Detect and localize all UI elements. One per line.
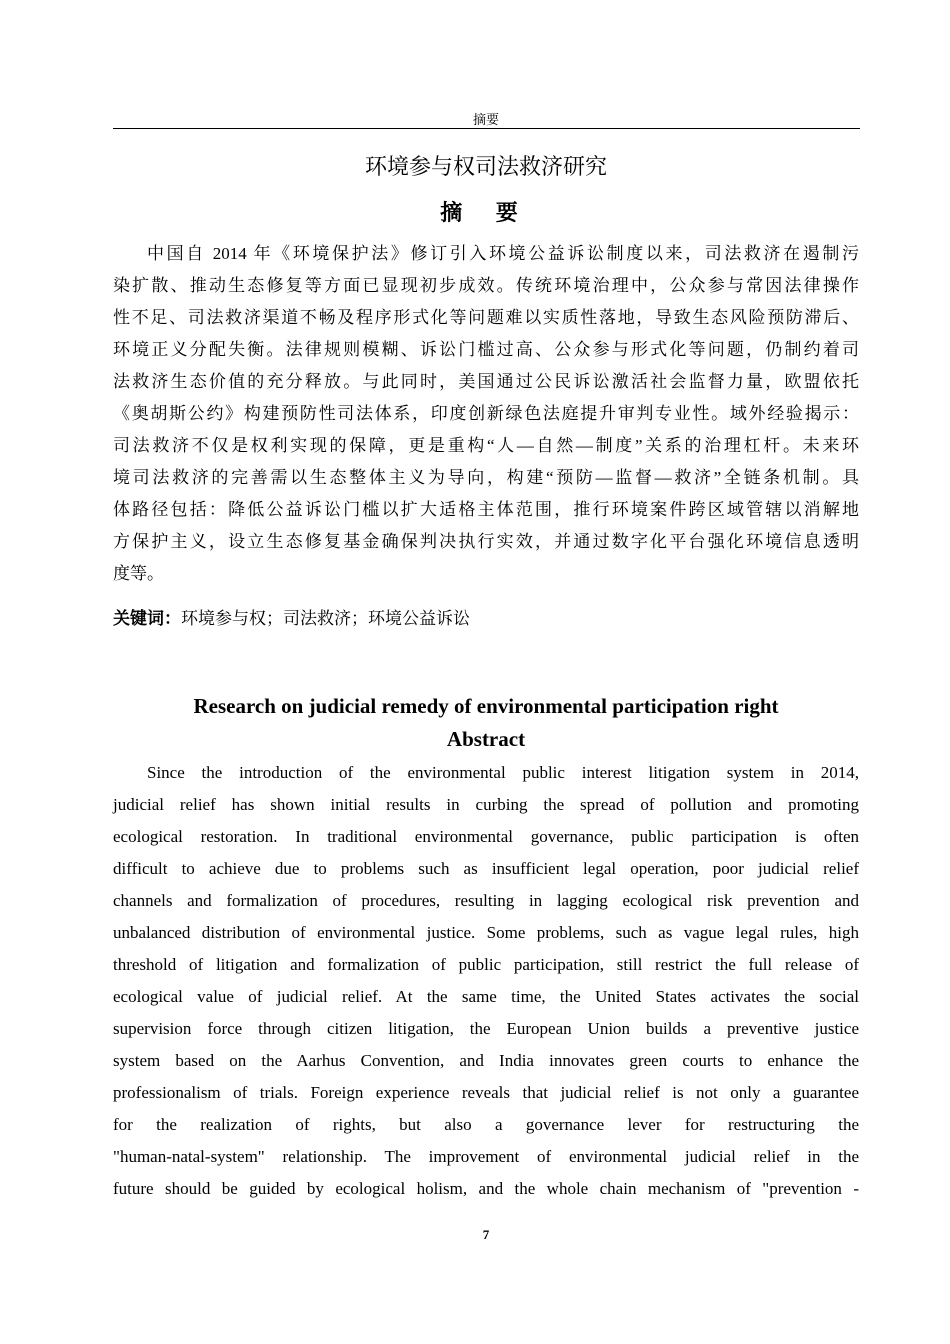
paragraph-line: future should be guided by ecological holism, and the whole chain mechanism of "prevention - [113, 1179, 859, 1198]
paragraph-line: 司法救济不仅是权利实现的保障，更是重构“人—自然—制度”关系的治理杠杆。未来环 [113, 436, 859, 455]
paragraph-line: "human-natal-system" relationship. The improvement of environmental judicial relief in the [113, 1147, 859, 1166]
paragraph-line: professionalism of trials. Foreign experience reveals that judicial relief is not only a guarantee [113, 1083, 859, 1102]
paragraph-line: 染扩散、推动生态修复等方面已显现初步成效。传统环境治理中，公众参与常因法律操作 [113, 276, 859, 295]
paragraph-line: 《奥胡斯公约》构建预防性司法体系，印度创新绿色法庭提升审判专业性。域外经验揭示： [113, 404, 859, 423]
keywords [113, 603, 470, 635]
paragraph-line: 体路径包括：降低公益诉讼门槛以扩大适格主体范围，推行环境案件跨区域管辖以消解地 [113, 500, 859, 519]
paragraph-line: Since the introduction of the environmental public interest litigation system in 2014, [147, 763, 859, 782]
page-number: 7 [482, 1227, 490, 1242]
running-header: 摘要 [472, 112, 499, 127]
paragraph-line: ecological value of judicial relief. At the same time, the United States activates the social [113, 987, 859, 1006]
paragraph-line: system based on the Aarhus Convention, and India innovates green courts to enhance the [113, 1051, 859, 1070]
paragraph-line: 性不足、司法救济渠道不畅及程序形式化等问题难以实质性落地，导致生态风险预防滞后、 [113, 308, 859, 327]
paragraph-line: ecological restoration. In traditional environmental governance, public participation is often [113, 827, 859, 846]
paragraph-line: 度等。 [113, 564, 164, 583]
paragraph-line: for the realization of rights, but also a governance lever for restructuring the [113, 1115, 859, 1134]
keywords-list: 环境参与权；司法救济；环境公益诉讼 [181, 609, 470, 628]
paragraph-line: unbalanced distribution of environmental justice. Some problems, such as vague legal rules, high [113, 923, 859, 942]
paragraph-line: channels and formalization of procedures, resulting in lagging ecological risk prevention and [113, 891, 859, 910]
paragraph-line: 环境正义分配失衡。法律规则模糊、诉讼门槛过高、公众参与形式化等问题，仍制约着司 [113, 340, 859, 359]
paragraph-line: threshold of litigation and formalization of public participation, still restrict the full release of [113, 955, 859, 974]
english-abstract-heading: Abstract [446, 727, 526, 751]
paragraph-line: 境司法救济的完善需以生态整体主义为导向，构建“预防—监督—救济”全链条机制。具 [113, 468, 859, 487]
chinese-title: 环境参与权司法救济研究 [364, 154, 607, 179]
keywords-label: 关键词： [113, 609, 181, 628]
english-title: Research on judicial remedy of environmental participation right [193, 694, 779, 718]
paragraph-line: supervision force through citizen litigation, the European Union builds a preventive justice [113, 1019, 859, 1038]
paragraph-line: judicial relief has shown initial results in curbing the spread of pollution and promoting [113, 795, 859, 814]
paragraph-line: difficult to achieve due to problems such as insufficient legal operation, poor judicial relief [113, 859, 859, 878]
paragraph-line: 法救济生态价值的充分释放。与此同时，美国通过公民诉讼激活社会监督力量，欧盟依托 [113, 372, 859, 391]
paragraph-line: 中国自 2014 年《环境保护法》修订引入环境公益诉讼制度以来，司法救济在遏制污 [147, 244, 859, 263]
paragraph-line: 方保护主义，设立生态修复基金确保判决执行实效，并通过数字化平台强化环境信息透明 [113, 532, 859, 551]
chinese-abstract-heading: 摘 要 [440, 200, 532, 225]
header-rule [113, 128, 860, 129]
